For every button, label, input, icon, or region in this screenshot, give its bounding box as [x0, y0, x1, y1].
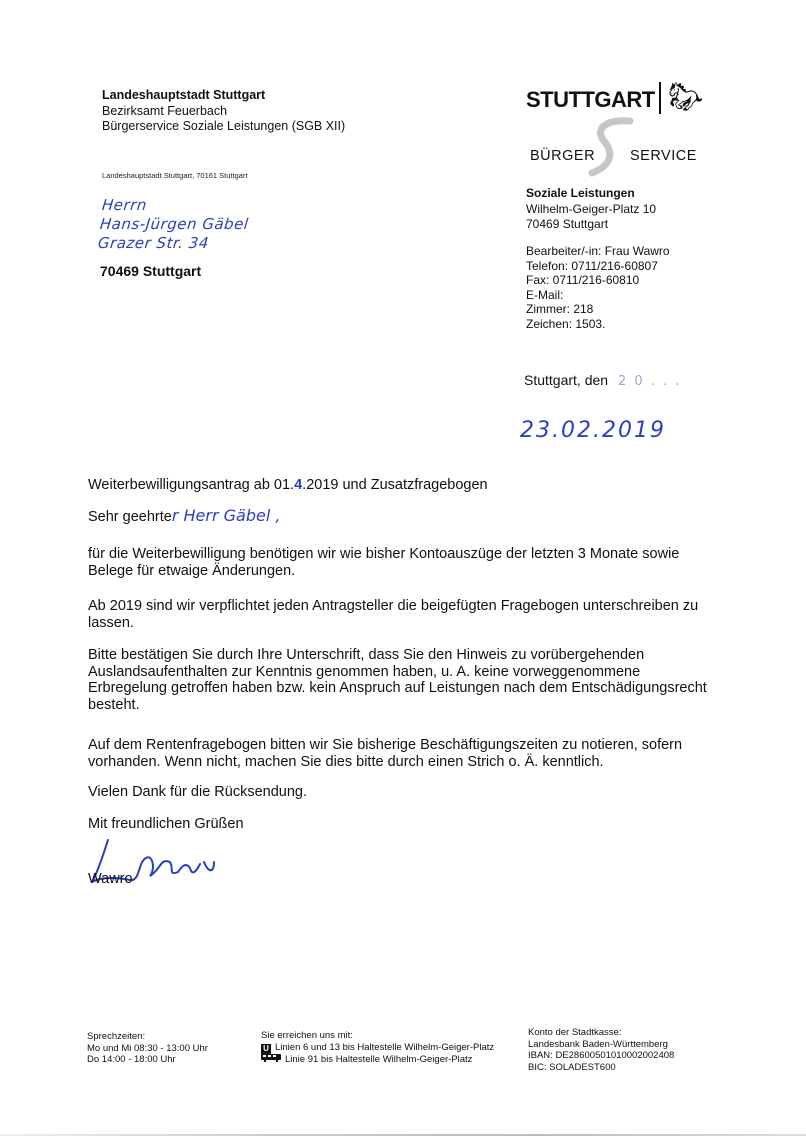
bank-iban: IBAN: DE28600501010002002408 — [528, 1050, 675, 1061]
horse-emblem-icon: 🐎︎ — [668, 81, 704, 112]
bank-name: Landesbank Baden-Württemberg — [528, 1038, 668, 1050]
office-street: Wilhelm-Geiger-Platz 10 — [526, 201, 657, 216]
hours-title: Sprechzeiten: — [87, 1031, 146, 1042]
logo-service: SERVICE — [630, 148, 697, 164]
recipient-salutation: Herrn — [101, 196, 148, 214]
contact-fax: Fax: 0711/216-60810 — [526, 273, 640, 287]
recipient-street: Grazer Str. 34 — [97, 234, 210, 252]
ubahn-text: Linien 6 und 13 bis Haltestelle Wilhelm-Geiger-Platz — [275, 1041, 495, 1053]
sender-city: Landeshauptstadt Stuttgart — [102, 88, 266, 102]
recipient-city: 70469 Stuttgart — [100, 263, 202, 279]
contact-clerk: Bearbeiter/-in: Frau Wawro — [526, 244, 670, 258]
paragraph: für die Weiterbewilligung benötigen wir wie bisher Kontoauszüge der letzten 3 Monate sowie Belege für etwaige Änderungen. — [88, 546, 680, 579]
signer-name: Wawro — [88, 871, 133, 887]
stuttgart-buergerservice-logo — [526, 82, 716, 172]
transit-ubahn — [261, 1042, 494, 1054]
office-city: 70469 Stuttgart — [526, 217, 609, 231]
recipient-handwritten — [97, 196, 252, 253]
bus-text: Linie 91 bis Haltestelle Wilhelm-Geiger-Platz — [285, 1053, 473, 1065]
subject-pre: Weiterbewilligungsantrag ab 01. — [88, 477, 295, 493]
contact-block — [526, 244, 670, 331]
greeting-handwritten: r Herr Gäbel , — [171, 506, 281, 525]
date-handwritten: 23.02.2019 — [520, 418, 666, 443]
sender-department: Bürgerservice Soziale Leistungen (SGB XII) — [102, 119, 346, 133]
paragraph: Vielen Dank für die Rücksendung. — [88, 784, 307, 800]
greeting-printed: Sehr geehrte — [88, 509, 172, 525]
recipient-name: Hans-Jürgen Gäbel — [99, 215, 250, 233]
logo-wordmark: STUTTGART — [526, 87, 655, 112]
bus-icon — [261, 1054, 281, 1062]
return-address: Landeshauptstadt Stuttgart, 70161 Stuttgart — [102, 171, 248, 180]
letter-subject — [88, 477, 488, 493]
bank-bic: BIC: SOLADEST600 — [528, 1061, 616, 1073]
sender-district: Bezirksamt Feuerbach — [102, 103, 228, 118]
transit-title: Sie erreichen uns mit: — [261, 1030, 353, 1041]
letter-greeting — [88, 506, 280, 525]
date-prefix: Stuttgart, den — [524, 372, 609, 388]
footer-transit — [261, 1030, 494, 1065]
transit-bus — [261, 1054, 494, 1066]
scan-edge-line — [0, 1134, 806, 1136]
letter-closing: Mit freundlichen Grüßen — [88, 816, 244, 832]
ubahn-icon: U — [261, 1044, 271, 1054]
contact-email: E-Mail: — [526, 287, 564, 302]
contact-phone: Telefon: 0711/216-60807 — [526, 258, 658, 273]
subject-month-handwritten: 4 — [294, 477, 303, 493]
office-address — [526, 186, 656, 233]
paragraph: Auf dem Rentenfragebogen bitten wir Sie bisherige Beschäftigungszeiten zu notieren, sofern vorhanden. Wenn nicht, machen Sie dies bitte durch einen Strich o. Ä. kenntlich. — [88, 737, 683, 770]
sender-block — [102, 88, 345, 135]
paragraph: Ab 2019 sind wir verpflichtet jeden Antragsteller die beigefügten Fragebogen unterschreiben zu lassen. — [88, 598, 699, 631]
logo-buerger: BÜRGER — [530, 148, 596, 164]
hours-line: Do 14:00 - 18:00 Uhr — [87, 1054, 176, 1065]
hours-line: Mo und Mi 08:30 - 13:00 Uhr — [87, 1042, 208, 1054]
footer-office-hours — [87, 1031, 208, 1066]
paragraph: Bitte bestätigen Sie durch Ihre Unterschrift, dass Sie den Hinweis zu vorübergehenden Auslandsaufenthalten zur Kenntnis genommen haben, u. A. keine vorweggenommene Erbregelung getroffen haben bzw. kein Anspruch auf Leistungen nach dem Entschädigungsrecht besteht. — [88, 647, 707, 713]
bank-title: Konto der Stadtkasse: — [528, 1027, 622, 1038]
subject-post: .2019 und Zusatzfragebogen — [302, 477, 488, 493]
swoosh-s-icon — [586, 117, 636, 177]
office-dept: Soziale Leistungen — [526, 186, 635, 200]
date-stamp-faint: 2 0 . . . — [617, 374, 682, 389]
contact-room: Zimmer: 218 — [526, 302, 594, 316]
logo-divider — [659, 82, 661, 114]
contact-reference: Zeichen: 1503. — [526, 316, 606, 331]
date-line — [524, 372, 681, 389]
footer-bank — [528, 1027, 674, 1073]
